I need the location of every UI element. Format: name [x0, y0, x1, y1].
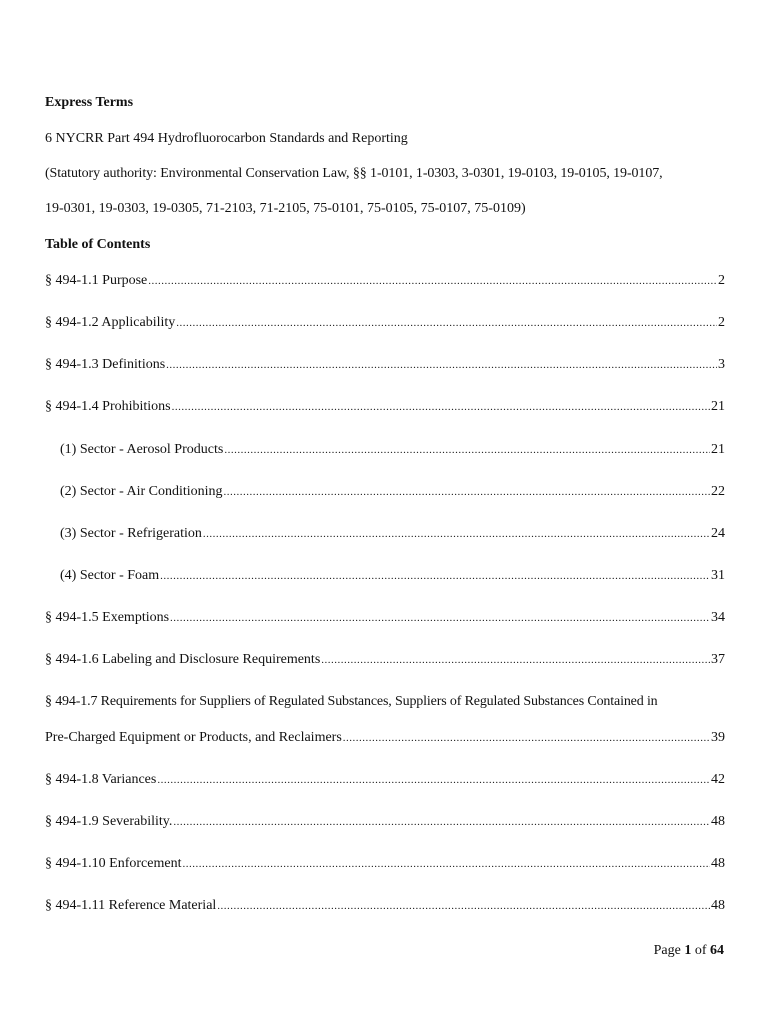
toc-entry-label: § 494-1.10 Enforcement — [45, 856, 182, 871]
toc-entry-page: 31 — [711, 568, 725, 583]
toc-entry-page: 37 — [711, 652, 725, 667]
toc-leader-dots — [170, 609, 710, 627]
toc-entry-suppliers-line-1[interactable]: § 494-1.7 Requirements for Suppliers of Regulated Substances, Suppliers of Regulated Substances Contained in — [45, 694, 658, 709]
toc-leader-dots — [176, 314, 717, 332]
toc-entry-label: § 494-1.1 Purpose — [45, 273, 148, 288]
toc-entry-page: 48 — [711, 898, 725, 913]
toc-entry-air-conditioning[interactable] — [60, 483, 725, 501]
page-total: 64 — [710, 943, 724, 958]
toc-entry-page: 42 — [711, 772, 725, 787]
page-number: 1 — [684, 943, 692, 958]
heading-express-terms: Express Terms — [45, 95, 134, 110]
toc-entry-variances[interactable] — [45, 771, 725, 789]
toc-entry-label: § 494-1.11 Reference Material — [45, 898, 217, 913]
toc-leader-dots — [217, 897, 710, 915]
toc-leader-dots — [343, 729, 710, 747]
toc-entry-label: § 494-1.8 Variances — [45, 772, 157, 787]
toc-entry-label: Pre-Charged Equipment or Products, and Reclaimers — [45, 730, 342, 745]
toc-entry-page: 24 — [711, 526, 725, 541]
toc-entry-label: (4) Sector - Foam — [60, 568, 160, 583]
toc-entry-reference-material[interactable] — [45, 897, 725, 915]
toc-entry-label: § 494-1.6 Labeling and Disclosure Requirements — [45, 652, 321, 667]
toc-heading: Table of Contents — [45, 237, 151, 252]
toc-entry-refrigeration[interactable] — [60, 525, 725, 543]
toc-entry-foam[interactable] — [60, 567, 725, 585]
toc-entry-page: 2 — [718, 315, 725, 330]
toc-leader-dots — [224, 441, 710, 459]
toc-entry-page: 21 — [711, 399, 725, 414]
toc-entry-page: 48 — [711, 856, 725, 871]
toc-entry-prohibitions[interactable] — [45, 398, 725, 416]
toc-entry-page: 2 — [718, 273, 725, 288]
toc-entry-enforcement[interactable] — [45, 855, 725, 873]
toc-entry-page: 48 — [711, 814, 725, 829]
toc-leader-dots — [160, 567, 710, 585]
toc-entry-label: § 494-1.5 Exemptions — [45, 610, 170, 625]
toc-entry-severability[interactable] — [45, 813, 725, 831]
toc-entry-purpose[interactable] — [45, 272, 725, 290]
toc-entry-page: 22 — [711, 484, 725, 499]
toc-leader-dots — [182, 855, 710, 873]
toc-leader-dots — [203, 525, 710, 543]
page-word: Page — [653, 943, 681, 958]
toc-entry-label: § 494-1.4 Prohibitions — [45, 399, 171, 414]
toc-entry-labeling[interactable] — [45, 651, 725, 669]
toc-entry-page: 3 — [718, 357, 725, 372]
toc-leader-dots — [321, 651, 710, 669]
toc-leader-dots — [157, 771, 710, 789]
toc-entry-label: § 494-1.3 Definitions — [45, 357, 166, 372]
toc-entry-page: 39 — [711, 730, 725, 745]
toc-entry-page: 21 — [711, 442, 725, 457]
statutory-authority-line-1: (Statutory authority: Environmental Conservation Law, §§ 1-0101, 1-0303, 3-0301, 19-0103, 19-0105, 19-0107, — [45, 166, 663, 181]
toc-entry-label: § 494-1.9 Severability. — [45, 814, 173, 829]
document-title: 6 NYCRR Part 494 Hydrofluorocarbon Standards and Reporting — [45, 131, 408, 146]
of-word: of — [694, 943, 707, 958]
toc-entry-label: (3) Sector - Refrigeration — [60, 526, 202, 541]
toc-leader-dots — [173, 813, 710, 831]
statutory-authority-line-2: 19-0301, 19-0303, 19-0305, 71-2103, 71-2105, 75-0101, 75-0105, 75-0107, 75-0109) — [45, 201, 526, 216]
toc-leader-dots — [166, 356, 717, 374]
toc-leader-dots — [148, 272, 717, 290]
toc-entry-page: 34 — [711, 610, 725, 625]
toc-entry-label: (1) Sector - Aerosol Products — [60, 442, 224, 457]
toc-entry-definitions[interactable] — [45, 356, 725, 374]
toc-entry-applicability[interactable] — [45, 314, 725, 332]
toc-entry-exemptions[interactable] — [45, 609, 725, 627]
toc-entry-label: § 494-1.2 Applicability — [45, 315, 176, 330]
toc-entry-label: (2) Sector - Air Conditioning — [60, 484, 223, 499]
toc-leader-dots — [224, 483, 710, 501]
toc-entry-suppliers[interactable] — [45, 729, 725, 747]
toc-entry-aerosol[interactable] — [60, 441, 725, 459]
toc-leader-dots — [172, 398, 710, 416]
page-footer — [654, 942, 724, 960]
